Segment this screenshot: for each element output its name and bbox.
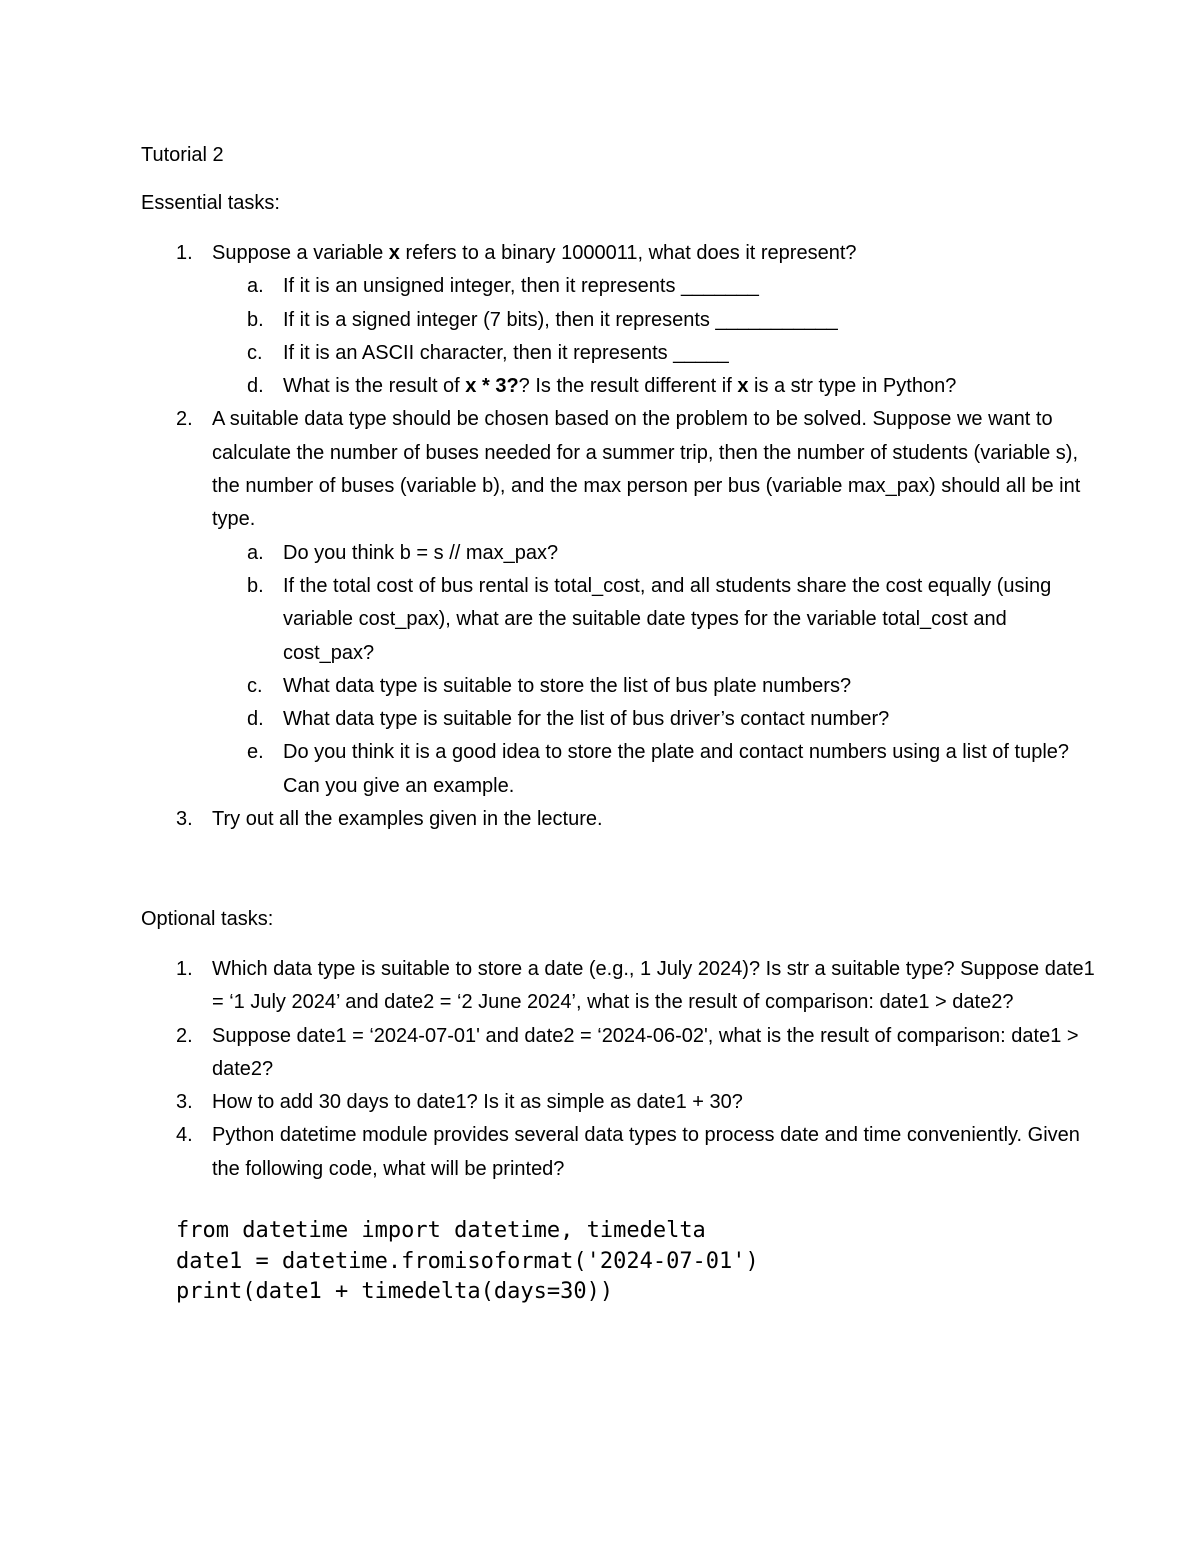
optional-task-4 (141, 1119, 1101, 1186)
essential-tasks-list (141, 237, 1101, 836)
list-letter: a. (247, 275, 264, 298)
list-number: 3. (176, 1091, 193, 1114)
list-number: 1. (176, 242, 193, 264)
text-run: refers to a binary 1000011, what does it represent? (399, 242, 857, 264)
task-text (212, 242, 857, 264)
subitem-1c (212, 337, 1101, 370)
text-run: Suppose a variable (212, 242, 389, 264)
list-letter: d. (247, 375, 264, 398)
subitem-text: If the total cost of bus rental is total_cost, and all students share the cost equally (using variable cost_pax), what are the suitable date types for the variable total_cost and cost_pax? (283, 574, 1052, 664)
text-run: is a str type in Python? (748, 375, 957, 398)
code-block (176, 1216, 759, 1308)
essential-task-3 (141, 803, 1101, 836)
subitem-2e (212, 736, 1101, 803)
task-text: Suppose date1 = ‘2024-07-01' and date2 = ‘2024-06-02', what is the result of comparison: date1 > date2? (212, 1024, 1079, 1080)
subitem-1a (212, 270, 1101, 303)
essential-task-2-subitems (212, 537, 1101, 803)
document-title: Tutorial 2 (141, 144, 224, 166)
task-text: How to add 30 days to date1? Is it as simple as date1 + 30? (212, 1091, 743, 1114)
list-letter: c. (247, 341, 263, 364)
list-number: 1. (176, 958, 193, 980)
subitem-text: What data type is suitable for the list of bus driver’s contact number? (283, 708, 890, 731)
optional-task-2 (141, 1020, 1101, 1087)
list-letter: c. (247, 674, 263, 697)
subitem-text (283, 375, 956, 397)
list-number: 2. (176, 408, 193, 431)
task-text: A suitable data type should be chosen based on the problem to be solved. Suppose we want to calculate the number of buses needed for a summer trip, then the number of students (variable s), the number of buses (variable b), and the max person per bus (variable max_pax) should all be int type. (212, 408, 1081, 531)
subitem-1b (212, 304, 1101, 337)
list-number: 4. (176, 1124, 193, 1147)
list-number: 2. (176, 1024, 193, 1047)
list-letter: d. (247, 708, 264, 731)
optional-tasks-heading: Optional tasks: (141, 908, 274, 930)
task-text: Python datetime module provides several data types to process date and time conveniently. Given the following code, what will be printed? (212, 1124, 1080, 1180)
optional-task-3 (141, 1086, 1101, 1119)
text-run: ? Is the result different if (518, 375, 738, 398)
subitem-text: If it is a signed integer (7 bits), then it represents ___________ (283, 308, 838, 331)
subitem-text: If it is an unsigned integer, then it represents _______ (283, 275, 759, 298)
text-run: What is the result of (283, 375, 466, 398)
subitem-1d (212, 370, 1101, 403)
code-line-2: date1 = datetime.fromisoformat('2024-07-01') (176, 1248, 759, 1274)
bold-variable-x: x (737, 375, 749, 398)
essential-task-1 (141, 237, 1101, 403)
code-line-1: from datetime import datetime, timedelta (176, 1218, 706, 1243)
subitem-2b (212, 570, 1101, 670)
subitem-2c (212, 670, 1101, 703)
bold-question-mark: ? (506, 375, 519, 398)
subitem-text: What data type is suitable to store the list of bus plate numbers? (283, 674, 852, 697)
essential-tasks-heading: Essential tasks: (141, 192, 280, 214)
list-letter: b. (247, 574, 264, 597)
task-text: Try out all the examples given in the lecture. (212, 808, 603, 831)
subitem-text: If it is an ASCII character, then it represents _____ (283, 341, 729, 364)
task-text: Which data type is suitable to store a date (e.g., 1 July 2024)? Is str a suitable type? Suppose date1 = ‘1 July 2024’ and date2 = ‘2 June 2024’, what is the result of comparison: date1 > date2? (212, 958, 1095, 1014)
optional-task-1 (141, 953, 1101, 1020)
bold-variable-x: x (388, 242, 400, 264)
essential-task-2 (141, 403, 1101, 803)
subitem-2a (212, 537, 1101, 570)
list-number: 3. (176, 808, 193, 831)
subitem-text: Do you think b = s // max_pax? (283, 541, 559, 564)
list-letter: e. (247, 741, 264, 764)
subitem-text: Do you think it is a good idea to store the plate and contact numbers using a list of tuple? Can you give an example. (283, 741, 1070, 797)
essential-task-1-subitems (212, 270, 1101, 403)
list-letter: a. (247, 541, 264, 564)
code-line-3: print(date1 + timedelta(days=30)) (176, 1279, 614, 1304)
bold-expression: x * 3 (465, 375, 507, 398)
subitem-2d (212, 703, 1101, 736)
optional-tasks-list (141, 953, 1101, 1186)
list-letter: b. (247, 308, 264, 331)
